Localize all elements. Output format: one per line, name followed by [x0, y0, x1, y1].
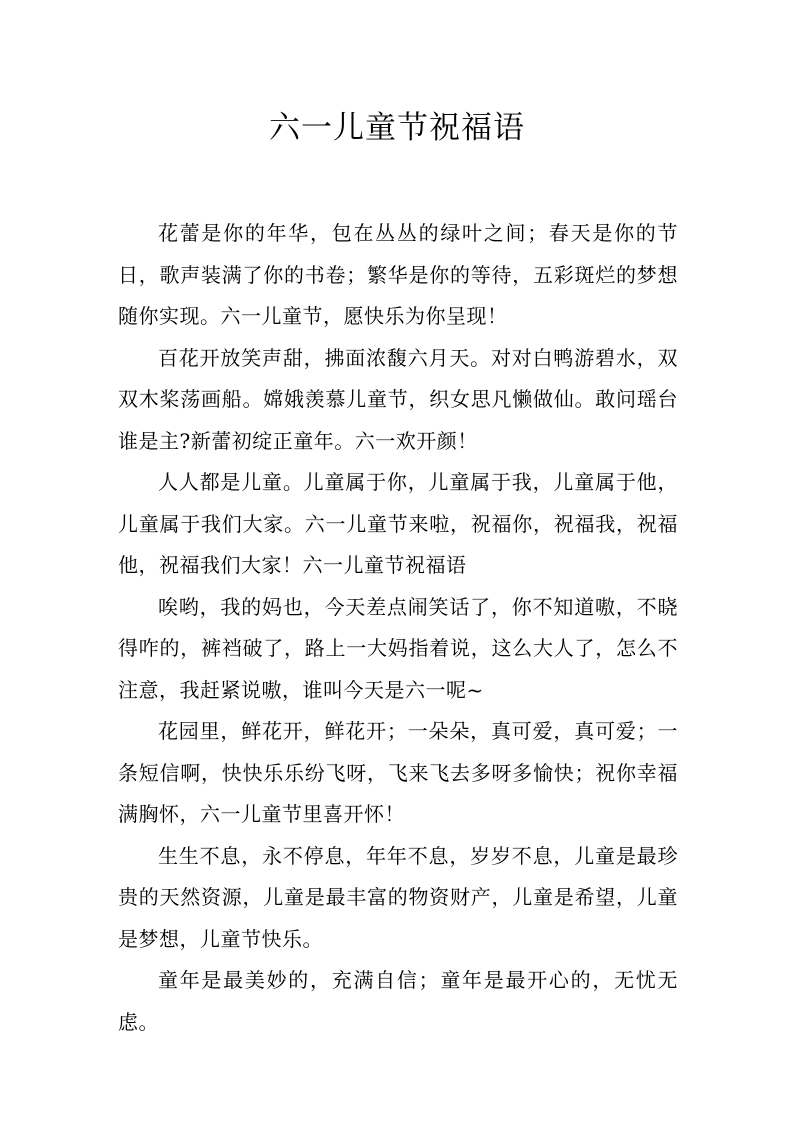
paragraph-4: 唉哟，我的妈也，今天差点闹笑话了，你不知道嗷，不晓得咋的，裤裆破了，路上一大妈指着说，这么大人了，怎么不注意，我赶紧说嗷，谁叫今天是六一呢~ [118, 594, 678, 702]
paragraph-1: 花蕾是你的年华，包在丛丛的绿叶之间；春天是你的节日，歌声装满了你的书卷；繁华是你的等待，五彩斑烂的梦想随你实现。六一儿童节，愿快乐为你呈现！ [118, 221, 678, 328]
paragraph-2: 百花开放笑声甜，拂面浓馥六月天。对对白鸭游碧水，双双木桨荡画船。嫦娥羡慕儿童节，织女思凡懒做仙。敢问瑶台谁是主?新蕾初绽正童年。六一欢开颜！ [118, 345, 678, 453]
paragraph-6: 生生不息，永不停息，年年不息，岁岁不息，儿童是最珍贵的天然资源，儿童是最丰富的物资财产，儿童是希望，儿童是梦想，儿童节快乐。 [118, 843, 678, 951]
paragraph-3: 人人都是儿童。儿童属于你，儿童属于我，儿童属于他，儿童属于我们大家。六一儿童节来啦，祝福你，祝福我，祝福他，祝福我们大家！六一儿童节祝福语 [118, 470, 678, 577]
paragraph-5: 花园里，鲜花开，鲜花开；一朵朵，真可爱，真可爱；一条短信啊，快快乐乐纷飞呀，飞来飞去多呀多愉快；祝你幸福满胸怀，六一儿童节里喜开怀！ [118, 719, 678, 826]
document-body [118, 213, 678, 1043]
document-title: 六一儿童节祝福语 [269, 110, 525, 146]
paragraph-7: 童年是最美妙的，充满自信；童年是最开心的，无忧无虑。 [118, 968, 678, 1034]
